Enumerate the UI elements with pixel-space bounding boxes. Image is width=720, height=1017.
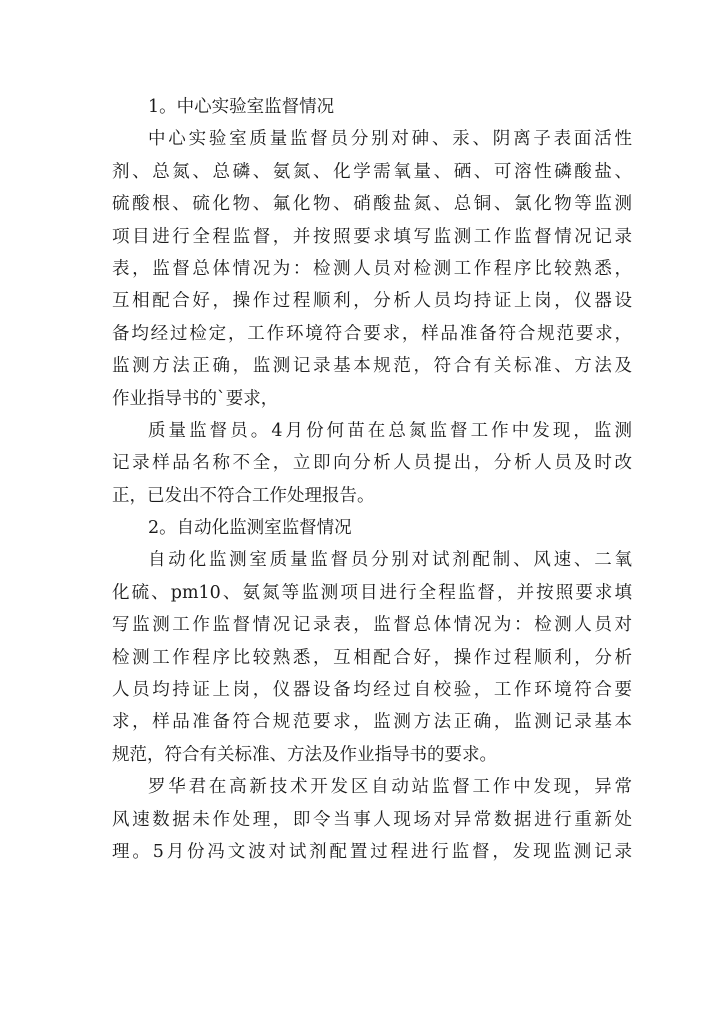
paragraph-line: 化硫、pm10、氨氮等监测项目进行全程监督，并按照要求填 <box>112 582 632 603</box>
paragraph-line: 作业指导书的`要求， <box>112 388 279 409</box>
paragraph-line: 罗华君在高新技术开发区自动站监督工作中发现，异常 <box>148 777 632 798</box>
paragraph-line: 自动化监测室质量监督员分别对试剂配制、风速、二氧 <box>148 550 632 571</box>
document-body <box>112 91 632 868</box>
paragraph-line: 理。5月份冯文波对试剂配置过程进行监督，发现监测记录 <box>112 841 632 862</box>
section-heading-automation-lab: 2。自动化监测室监督情况 <box>148 518 352 539</box>
paragraph-line: 项目进行全程监督，并按照要求填写监测工作监督情况记录 <box>112 226 632 247</box>
paragraph-line: 记录样品名称不全，立即向分析人员提出，分析人员及时改 <box>112 453 632 474</box>
paragraph-line: 检测工作程序比较熟悉，互相配合好，操作过程顺利，分析 <box>112 647 632 668</box>
paragraph-line: 剂、总氮、总磷、氨氮、化学需氧量、硒、可溶性磷酸盐、 <box>112 161 632 182</box>
paragraph-line: 监测方法正确，监测记录基本规范，符合有关标准、方法及 <box>112 356 632 377</box>
paragraph-line: 规范，符合有关标准、方法及作业指导书的要求。 <box>112 744 497 765</box>
paragraph-line: 求，样品准备符合规范要求，监测方法正确，监测记录基本 <box>112 712 632 733</box>
paragraph-line: 互相配合好，操作过程顺利，分析人员均持证上岗，仪器设 <box>112 291 632 312</box>
paragraph-line: 写监测工作监督情况记录表，监督总体情况为：检测人员对 <box>112 615 632 636</box>
paragraph-line: 备均经过检定，工作环境符合要求，样品准备符合规范要求， <box>112 323 632 344</box>
paragraph-line: 中心实验室质量监督员分别对砷、汞、阴离子表面活性 <box>148 129 632 150</box>
paragraph-line: 风速数据未作处理，即令当事人现场对异常数据进行重新处 <box>112 809 632 830</box>
paragraph-line: 人员均持证上岗，仪器设备均经过自校验，工作环境符合要 <box>112 680 632 701</box>
paragraph-line: 质量监督员。4月份何苗在总氮监督工作中发现，监测 <box>148 420 632 441</box>
paragraph-line: 正，已发出不符合工作处理报告。 <box>112 485 375 506</box>
section-heading-central-lab: 1。中心实验室监督情况 <box>148 97 335 117</box>
paragraph-line: 硫酸根、硫化物、氟化物、硝酸盐氮、总铜、氯化物等监测 <box>112 194 632 215</box>
paragraph-line: 表，监督总体情况为：检测人员对检测工作程序比较熟悉， <box>112 258 632 279</box>
